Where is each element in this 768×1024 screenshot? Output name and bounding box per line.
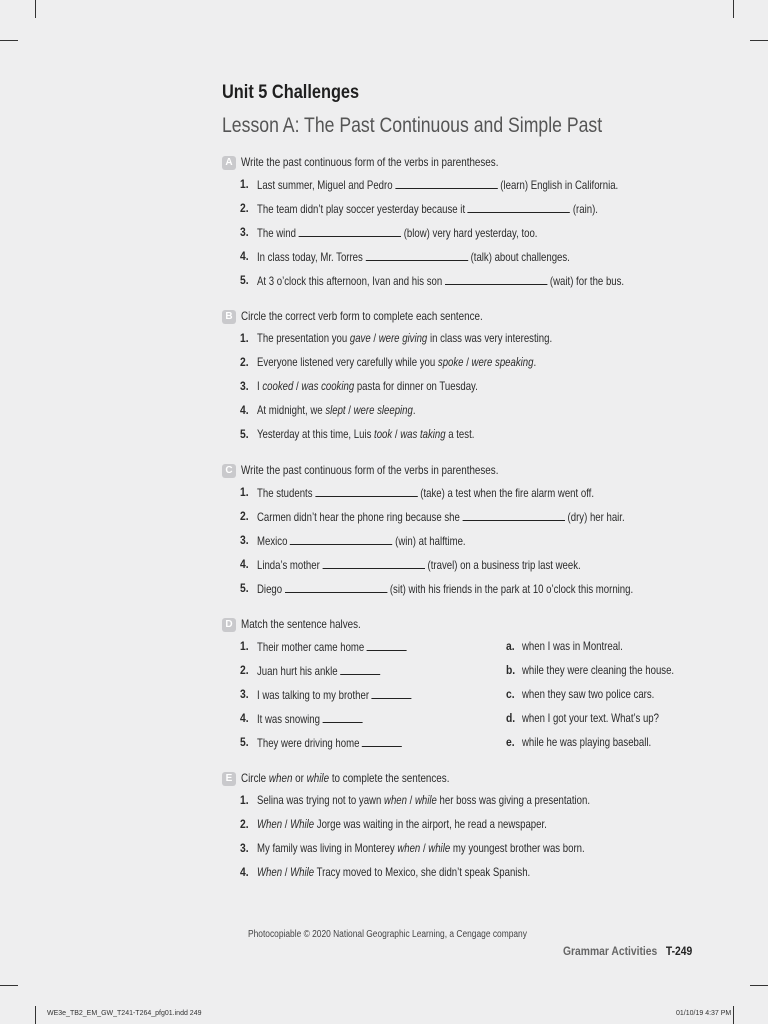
- item-text: Last summer, Miguel and Pedro: [257, 178, 393, 192]
- item-text: (wait) for the bus.: [549, 274, 625, 288]
- page-number: T-249: [665, 944, 693, 958]
- choice-separator: /: [370, 331, 379, 345]
- item-text: I: [257, 379, 260, 393]
- answer-blank[interactable]: [468, 201, 570, 213]
- exercise-item: [222, 841, 702, 865]
- item-number: 1.: [240, 177, 249, 191]
- answer-blank[interactable]: [322, 557, 424, 569]
- choice-separator: /: [420, 841, 429, 855]
- item-number: 2.: [240, 355, 249, 369]
- item-text: The team didn’t play soccer yesterday because it: [257, 202, 466, 216]
- lesson-title: Lesson A: The Past Continuous and Simple Past: [222, 114, 603, 137]
- section-e-instruction: Circle when or while to complete the sentences.: [241, 771, 450, 785]
- item-number: 3.: [240, 225, 249, 239]
- item-number: 1.: [240, 485, 249, 499]
- item-text: Diego: [257, 582, 283, 596]
- exercise-item: [222, 355, 702, 379]
- answer-blank[interactable]: [366, 249, 468, 261]
- match-left-text: They were driving home: [257, 736, 360, 750]
- section-b-instruction: Circle the correct verb form to complete each sentence.: [241, 309, 483, 323]
- section-c-instruction: Write the past continuous form of the verbs in parentheses.: [241, 463, 499, 477]
- choice-option[interactable]: while: [414, 793, 437, 807]
- print-slug-file: WE3e_TB2_EM_GW_T241-T264_pfg01.indd 249: [47, 1010, 202, 1017]
- crop-mark: [733, 0, 734, 18]
- item-number: 3.: [240, 841, 249, 855]
- crop-mark: [35, 1006, 36, 1024]
- section-c-instruction-row: [222, 463, 702, 485]
- item-text: (talk) about challenges.: [470, 250, 570, 264]
- item-text: (travel) on a business trip last week.: [427, 558, 581, 572]
- match-right-text: while he was playing baseball.: [522, 735, 652, 749]
- choice-separator: /: [406, 793, 415, 807]
- section-b-badge: B: [222, 310, 236, 324]
- answer-blank[interactable]: [315, 485, 417, 497]
- crop-mark: [0, 985, 18, 986]
- choice-option[interactable]: While: [290, 817, 315, 831]
- item-number: 1.: [240, 639, 249, 653]
- item-number: 3.: [240, 687, 249, 701]
- item-number: 4.: [240, 403, 249, 417]
- match-row: [222, 735, 702, 759]
- choice-separator: /: [293, 379, 302, 393]
- match-left-text: It was snowing: [257, 712, 320, 726]
- choice-separator: /: [282, 817, 291, 831]
- copyright-notice: Photocopiable © 2020 National Geographic Learning, a Cengage company: [248, 929, 527, 940]
- match-right-text: when I was in Montreal.: [522, 639, 623, 653]
- section-b-instruction-row: [222, 309, 702, 331]
- section-e-badge: E: [222, 772, 236, 786]
- section-c: [222, 463, 702, 605]
- section-e-instruction-row: [222, 771, 702, 793]
- item-text: .: [533, 355, 537, 369]
- item-text: The students: [257, 486, 313, 500]
- choice-option[interactable]: When: [257, 865, 283, 879]
- match-row: [222, 663, 702, 687]
- choice-option[interactable]: cooked: [262, 379, 294, 393]
- item-text: At 3 o’clock this afternoon, Ivan and his son: [257, 274, 443, 288]
- crop-mark: [0, 40, 18, 41]
- item-number: 3.: [240, 379, 249, 393]
- answer-blank[interactable]: [367, 639, 407, 651]
- item-text: (take) a test when the fire alarm went off.: [420, 486, 595, 500]
- item-number: 5.: [240, 273, 249, 287]
- match-row: [222, 687, 702, 711]
- item-text: Jorge was waiting in the airport, he read a newspaper.: [316, 817, 547, 831]
- match-right-text: when they saw two police cars.: [522, 687, 655, 701]
- item-number: 4.: [240, 711, 249, 725]
- print-slug-date: 01/10/19 4:37 PM: [676, 1010, 732, 1017]
- item-text: (sit) with his friends in the park at 10 o’clock this morning.: [389, 582, 634, 596]
- match-left-text: I was talking to my brother: [257, 688, 370, 702]
- item-text: The presentation you: [257, 331, 348, 345]
- item-number: 4.: [240, 249, 249, 263]
- section-d: [222, 617, 702, 759]
- exercise-item: [222, 403, 702, 427]
- item-text: .: [412, 403, 416, 417]
- exercise-item: [222, 331, 702, 355]
- section-d-instruction-row: [222, 617, 702, 639]
- item-text: (rain).: [572, 202, 598, 216]
- exercise-item: [222, 581, 702, 605]
- exercise-item: [222, 557, 702, 581]
- choice-option[interactable]: was taking: [400, 427, 446, 441]
- choice-option[interactable]: While: [290, 865, 315, 879]
- section-a-instruction-row: [222, 155, 702, 177]
- section-a: [222, 155, 702, 297]
- item-text: Linda’s mother: [257, 558, 320, 572]
- choice-option[interactable]: was cooking: [301, 379, 355, 393]
- answer-blank[interactable]: [340, 663, 380, 675]
- choice-separator: /: [345, 403, 354, 417]
- section-e: [222, 771, 702, 889]
- item-number: 4.: [240, 557, 249, 571]
- choice-option[interactable]: when: [384, 793, 407, 807]
- exercise-item: [222, 225, 702, 249]
- item-text: The wind: [257, 226, 296, 240]
- folio-label: Grammar Activities: [563, 944, 658, 958]
- item-number: 2.: [240, 509, 249, 523]
- exercise-item: [222, 817, 702, 841]
- item-number: 2.: [240, 663, 249, 677]
- item-number: 1.: [240, 793, 249, 807]
- match-left-text: Juan hurt his ankle: [257, 664, 338, 678]
- answer-blank[interactable]: [362, 735, 402, 747]
- item-text: Selina was trying not to yawn: [257, 793, 382, 807]
- section-d-instruction: Match the sentence halves.: [241, 617, 361, 631]
- item-text: Everyone listened very carefully while you: [257, 355, 436, 369]
- item-number: 5.: [240, 735, 249, 749]
- option-letter: d.: [506, 711, 516, 725]
- section-a-badge: A: [222, 156, 236, 170]
- answer-blank[interactable]: [323, 711, 363, 723]
- unit-title: Unit 5 Challenges: [222, 82, 360, 103]
- item-text: (dry) her hair.: [567, 510, 625, 524]
- item-number: 1.: [240, 331, 249, 345]
- item-text: At midnight, we: [257, 403, 323, 417]
- item-number: 5.: [240, 427, 249, 441]
- choice-option[interactable]: were sleeping: [353, 403, 413, 417]
- answer-blank[interactable]: [372, 687, 412, 699]
- exercise-item: [222, 427, 702, 451]
- item-text: In class today, Mr. Torres: [257, 250, 363, 264]
- section-a-instruction: Write the past continuous form of the verbs in parentheses.: [241, 155, 499, 169]
- choice-option[interactable]: while: [428, 841, 451, 855]
- match-left-text: Their mother came home: [257, 640, 365, 654]
- crop-mark: [35, 0, 36, 18]
- option-letter: b.: [506, 663, 516, 677]
- item-text: Mexico: [257, 534, 288, 548]
- choice-option[interactable]: spoke: [437, 355, 464, 369]
- item-text: My family was living in Monterey: [257, 841, 395, 855]
- option-letter: a.: [506, 639, 515, 653]
- choice-separator: /: [392, 427, 401, 441]
- item-text: a test.: [448, 427, 475, 441]
- item-number: 5.: [240, 581, 249, 595]
- folio: [563, 944, 692, 958]
- exercise-item: [222, 177, 702, 201]
- option-letter: c.: [506, 687, 515, 701]
- item-text: pasta for dinner on Tuesday.: [356, 379, 478, 393]
- choice-option[interactable]: when: [397, 841, 421, 855]
- exercise-item: [222, 533, 702, 557]
- answer-blank[interactable]: [445, 273, 547, 285]
- item-text: (win) at halftime.: [395, 534, 466, 548]
- item-text: Tracy moved to Mexico, she didn’t speak Spanish.: [316, 865, 531, 879]
- crop-mark: [750, 40, 768, 41]
- exercise-item: [222, 273, 702, 297]
- item-number: 2.: [240, 817, 249, 831]
- answer-blank[interactable]: [395, 177, 497, 189]
- item-text: Carmen didn’t hear the phone ring because she: [257, 510, 460, 524]
- answer-blank[interactable]: [462, 509, 564, 521]
- exercise-item: [222, 249, 702, 273]
- item-number: 2.: [240, 201, 249, 215]
- match-row: [222, 639, 702, 663]
- crop-mark: [733, 1006, 734, 1024]
- choice-option[interactable]: were speaking: [471, 355, 534, 369]
- item-text: (blow) very hard yesterday, too.: [403, 226, 538, 240]
- item-number: 4.: [240, 865, 249, 879]
- item-text: her boss was giving a presentation.: [439, 793, 591, 807]
- answer-blank[interactable]: [299, 225, 401, 237]
- choice-separator: /: [463, 355, 472, 369]
- exercise-item: [222, 379, 702, 403]
- item-text: (learn) English in California.: [500, 178, 619, 192]
- item-text: Yesterday at this time, Luis: [257, 427, 372, 441]
- choice-option[interactable]: gave: [349, 331, 371, 345]
- match-row: [222, 711, 702, 735]
- section-b: [222, 309, 702, 451]
- option-letter: e.: [506, 735, 515, 749]
- exercise-item: [222, 509, 702, 533]
- choice-option[interactable]: slept: [325, 403, 346, 417]
- choice-separator: /: [282, 865, 291, 879]
- choice-option[interactable]: were giving: [378, 331, 428, 345]
- item-text: in class was very interesting.: [429, 331, 553, 345]
- item-number: 3.: [240, 533, 249, 547]
- answer-blank[interactable]: [285, 581, 387, 593]
- match-right-text: while they were cleaning the house.: [522, 663, 675, 677]
- exercise-item: [222, 201, 702, 225]
- answer-blank[interactable]: [290, 533, 392, 545]
- crop-mark: [750, 985, 768, 986]
- section-d-badge: D: [222, 618, 236, 632]
- exercise-item: [222, 793, 702, 817]
- choice-option[interactable]: took: [374, 427, 393, 441]
- match-right-text: when I got your text. What’s up?: [522, 711, 659, 725]
- exercise-item: [222, 865, 702, 889]
- choice-option[interactable]: When: [257, 817, 283, 831]
- item-text: my youngest brother was born.: [452, 841, 585, 855]
- section-c-badge: C: [222, 464, 236, 478]
- exercise-item: [222, 485, 702, 509]
